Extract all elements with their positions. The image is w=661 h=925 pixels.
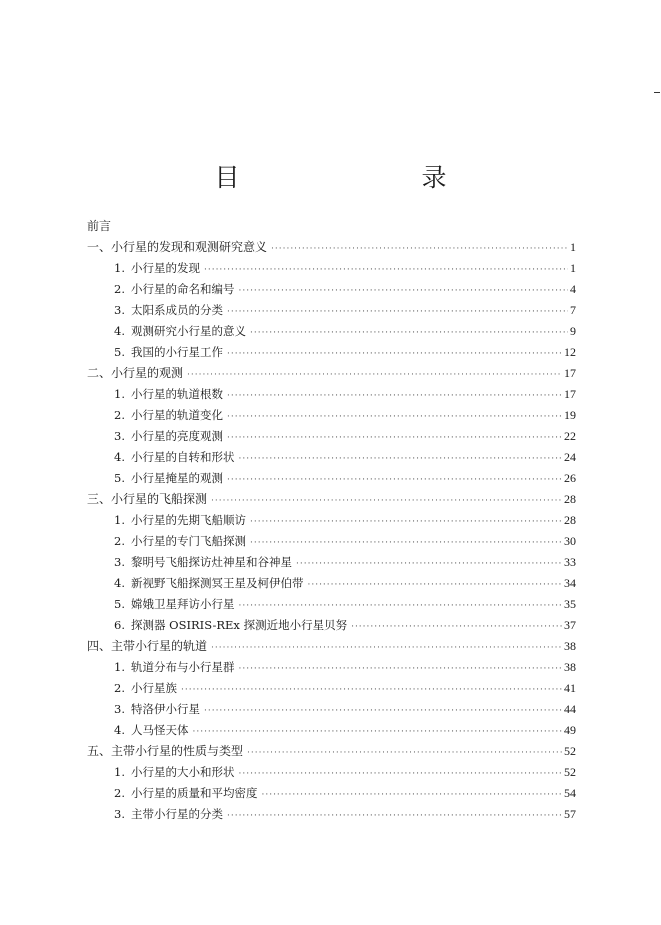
- dot-leader: [227, 302, 568, 323]
- dot-leader: [296, 554, 562, 575]
- dot-leader: [227, 386, 562, 407]
- entry-label: 新视野飞船探测冥王星及柯伊伯带: [130, 576, 304, 590]
- dot-leader: [238, 659, 562, 680]
- toc-section-entry[interactable]: [87, 741, 576, 762]
- entry-label: 小行星的自转和形状: [130, 450, 235, 464]
- entry-page-number: 19: [564, 408, 576, 422]
- entry-number: 4.: [114, 324, 125, 338]
- toc-item-entry[interactable]: [87, 699, 576, 720]
- toc-item-entry[interactable]: [87, 762, 576, 783]
- toc-item-entry[interactable]: [87, 594, 576, 615]
- entry-number: 5.: [114, 597, 125, 611]
- entry-label: 小行星的命名和编号: [130, 282, 235, 296]
- entry-page-number: 52: [564, 765, 576, 779]
- toc-item-entry[interactable]: [87, 468, 576, 489]
- dot-leader: [238, 281, 568, 302]
- toc-item-entry[interactable]: [87, 258, 576, 279]
- entry-page-number: 35: [564, 597, 576, 611]
- entry-label: 二、小行星的观测: [87, 366, 184, 380]
- entry-label: 主带小行星的分类: [130, 807, 223, 821]
- entry-number: 5.: [114, 471, 125, 485]
- entry-label: 观测研究小行星的意义: [130, 324, 246, 338]
- entry-page-number: 1: [570, 240, 576, 254]
- dot-leader: [181, 680, 562, 701]
- page-title: 目 录: [214, 163, 491, 192]
- entry-page-number: 1: [570, 261, 576, 275]
- toc-item-entry[interactable]: [87, 552, 576, 573]
- toc-item-entry[interactable]: [87, 678, 576, 699]
- entry-page-number: 38: [564, 639, 576, 653]
- entry-label: 小行星的轨道变化: [130, 408, 223, 422]
- entry-number: 2.: [114, 786, 125, 800]
- toc-entries: [87, 237, 576, 825]
- toc-item-entry[interactable]: [87, 657, 576, 678]
- toc-item-entry[interactable]: [87, 279, 576, 300]
- entry-number: 2.: [114, 408, 125, 422]
- entry-label: 太阳系成员的分类: [130, 303, 223, 317]
- dot-leader: [238, 449, 562, 470]
- entry-number: 3.: [114, 807, 125, 821]
- dot-leader: [227, 407, 562, 428]
- preface-entry[interactable]: [87, 216, 576, 237]
- table-of-contents: [87, 216, 576, 825]
- entry-label: 特洛伊小行星: [130, 702, 200, 716]
- toc-item-entry[interactable]: [87, 720, 576, 741]
- dot-leader: [250, 512, 562, 533]
- toc-section-entry[interactable]: [87, 489, 576, 510]
- entry-page-number: 17: [564, 366, 576, 380]
- dot-leader: [187, 365, 562, 386]
- entry-number: 5.: [114, 345, 125, 359]
- entry-number: 1.: [114, 387, 125, 401]
- entry-number: 1.: [114, 660, 125, 674]
- entry-label: 嫦娥卫星拜访小行星: [130, 597, 235, 611]
- entry-label: 小行星的质量和平均密度: [130, 786, 258, 800]
- entry-page-number: 34: [564, 576, 576, 590]
- toc-section-entry[interactable]: [87, 237, 576, 258]
- dot-leader: [238, 596, 562, 617]
- dot-leader: [204, 260, 568, 281]
- entry-page-number: 12: [564, 345, 576, 359]
- entry-number: 1.: [114, 261, 125, 275]
- dot-leader: [351, 617, 562, 638]
- entry-number: 3.: [114, 555, 125, 569]
- dot-leader: [227, 344, 562, 365]
- entry-page-number: 4: [570, 282, 576, 296]
- dot-leader: [227, 428, 562, 449]
- entry-label: 小行星的先期飞船顺访: [130, 513, 246, 527]
- entry-label: 黎明号飞船探访灶神星和谷神星: [130, 555, 292, 569]
- entry-page-number: 28: [564, 513, 576, 527]
- entry-number: 4.: [114, 450, 125, 464]
- preface-label: 前言: [87, 219, 112, 233]
- entry-label: 小行星族: [130, 681, 177, 695]
- dot-leader: [271, 239, 568, 260]
- entry-label: 人马怪天体: [130, 723, 189, 737]
- entry-number: 2.: [114, 681, 125, 695]
- dot-leader: [192, 722, 562, 743]
- entry-number: 2.: [114, 282, 125, 296]
- entry-page-number: 17: [564, 387, 576, 401]
- entry-page-number: 49: [564, 723, 576, 737]
- toc-item-entry[interactable]: [87, 804, 576, 825]
- toc-item-entry[interactable]: [87, 531, 576, 552]
- dot-leader: [250, 323, 568, 344]
- entry-page-number: 52: [564, 744, 576, 758]
- entry-label: 小行星的亮度观测: [130, 429, 223, 443]
- entry-number: 4.: [114, 576, 125, 590]
- entry-label: 我国的小行星工作: [130, 345, 223, 359]
- entry-label: 轨道分布与小行星群: [130, 660, 235, 674]
- entry-number: 3.: [114, 303, 125, 317]
- dot-leader: [261, 785, 562, 806]
- dot-leader: [238, 764, 562, 785]
- entry-label: 小行星的大小和形状: [130, 765, 235, 779]
- entry-page-number: 37: [564, 618, 576, 632]
- entry-page-number: 24: [564, 450, 576, 464]
- toc-item-entry[interactable]: [87, 426, 576, 447]
- toc-item-entry[interactable]: [87, 405, 576, 426]
- toc-item-entry[interactable]: [87, 342, 576, 363]
- dot-leader: [227, 806, 562, 827]
- toc-item-entry[interactable]: [87, 300, 576, 321]
- toc-section-entry[interactable]: [87, 636, 576, 657]
- entry-page-number: 41: [564, 681, 576, 695]
- dot-leader: [307, 575, 562, 596]
- corner-mark: [654, 92, 660, 93]
- dot-leader: [211, 638, 562, 659]
- toc-item-entry[interactable]: [87, 573, 576, 594]
- entry-number: 1.: [114, 513, 125, 527]
- entry-number: 2.: [114, 534, 125, 548]
- entry-page-number: 7: [570, 303, 576, 317]
- entry-number: 6.: [114, 618, 125, 632]
- dot-leader: [211, 491, 562, 512]
- toc-item-entry[interactable]: [87, 447, 576, 468]
- entry-label: 一、小行星的发现和观测研究意义: [87, 240, 268, 254]
- entry-label: 小行星的轨道根数: [130, 387, 223, 401]
- toc-item-entry[interactable]: [87, 615, 576, 636]
- entry-number: 3.: [114, 429, 125, 443]
- entry-label: 三、小行星的飞船探测: [87, 492, 208, 506]
- toc-item-entry[interactable]: [87, 783, 576, 804]
- entry-label: 四、主带小行星的轨道: [87, 639, 208, 653]
- entry-page-number: 44: [564, 702, 576, 716]
- entry-page-number: 54: [564, 786, 576, 800]
- entry-page-number: 9: [570, 324, 576, 338]
- entry-page-number: 33: [564, 555, 576, 569]
- entry-label: 小行星掩星的观测: [130, 471, 223, 485]
- toc-section-entry[interactable]: [87, 363, 576, 384]
- entry-label: 小行星的发现: [130, 261, 200, 275]
- entry-number: 3.: [114, 702, 125, 716]
- entry-page-number: 26: [564, 471, 576, 485]
- toc-item-entry[interactable]: [87, 321, 576, 342]
- entry-page-number: 22: [564, 429, 576, 443]
- entry-number: 4.: [114, 723, 125, 737]
- toc-item-entry[interactable]: [87, 510, 576, 531]
- dot-leader: [247, 743, 562, 764]
- entry-number: 1.: [114, 765, 125, 779]
- entry-page-number: 57: [564, 807, 576, 821]
- dot-leader: [250, 533, 562, 554]
- entry-label: 五、主带小行星的性质与类型: [87, 744, 244, 758]
- dot-leader: [204, 701, 562, 722]
- entry-page-number: 30: [564, 534, 576, 548]
- entry-label: 小行星的专门飞船探测: [130, 534, 246, 548]
- toc-item-entry[interactable]: [87, 384, 576, 405]
- entry-page-number: 28: [564, 492, 576, 506]
- dot-leader: [227, 470, 562, 491]
- entry-page-number: 38: [564, 660, 576, 674]
- entry-label: 探测器 OSIRIS-REx 探测近地小行星贝努: [130, 618, 348, 632]
